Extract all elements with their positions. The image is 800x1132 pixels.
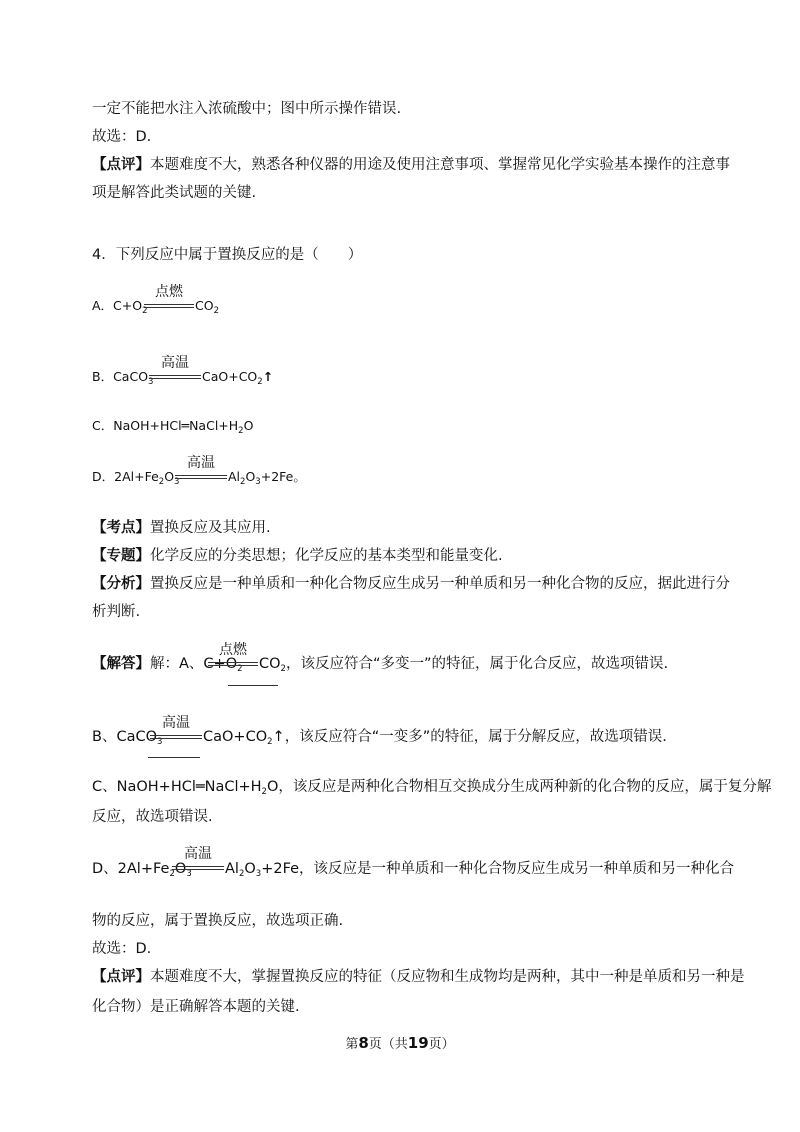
comment-tag: 【点评】 [92,157,150,173]
reaction-condition: 点燃 [155,284,183,300]
equal-sign [175,475,227,479]
equal-sign [208,662,258,666]
reaction-condition: 高温 [187,455,215,471]
reaction-condition: 高温 [184,846,212,862]
page-number: 8 [358,1034,369,1052]
underline [228,685,278,686]
comment-line-2: 化合物）是正确解答本题的关键. [92,999,300,1015]
answer-d-line-2: 物的反应，属于置换反应，故选项正确. [92,913,344,929]
question-stem: 4．下列反应中属于置换反应的是（ ） [92,247,363,263]
page-footer: 第8页（共19页） [345,1034,455,1052]
text-line: 项是解答此类试题的关键. [92,185,257,201]
equal-sign [150,735,202,739]
comment-line: 【点评】本题难度不大，掌握置换反应的特征（反应物和生成物均是两种，其中一种是单质和另一种是 [92,969,745,985]
equal-sign [144,304,194,308]
comment-line [92,154,730,176]
reaction-condition: 点燃 [219,642,247,658]
gas-arrow: ↑ [262,369,274,384]
page-total: 19 [407,1034,429,1052]
reaction-condition: 高温 [161,355,189,371]
equal-sign [172,866,224,870]
text-line: 故选：D. [92,129,152,145]
text-line: 一定不能把水注入浓硫酸中；图中所示操作错误. [92,101,402,117]
reaction-condition: 高温 [162,715,190,731]
fenxi-line-2: 析判断. [92,604,141,620]
fenxi-line: 【分析】置换反应是一种单质和一种化合物反应生成另一种单质和另一种化合物的反应，据此进行分 [92,576,730,592]
answer-c-line-2: 反应，故选项错误. [92,809,213,825]
equal-sign [149,375,201,379]
final-answer: 故选：D. [92,941,152,957]
kaodian-line: 【考点】置换反应及其应用. [92,520,271,536]
zhuanti-line: 【专题】化学反应的分类思想；化学反应的基本类型和能量变化. [92,548,503,564]
answer-c-line: C、$NaOH+HCl═NaCl+H_2O$，该反应是两种化合物相互交换成分生成两种新的化合物的反应，属于复分解 [92,779,772,797]
option-c: C．$NaOH+HCl═NaCl+H_2O$ [92,418,254,436]
underline [148,757,200,758]
comment-text: 本题难度不大，熟悉各种仪器的用途及使用注意事项、掌握常见化学实验基本操作的注意事 [150,157,730,173]
